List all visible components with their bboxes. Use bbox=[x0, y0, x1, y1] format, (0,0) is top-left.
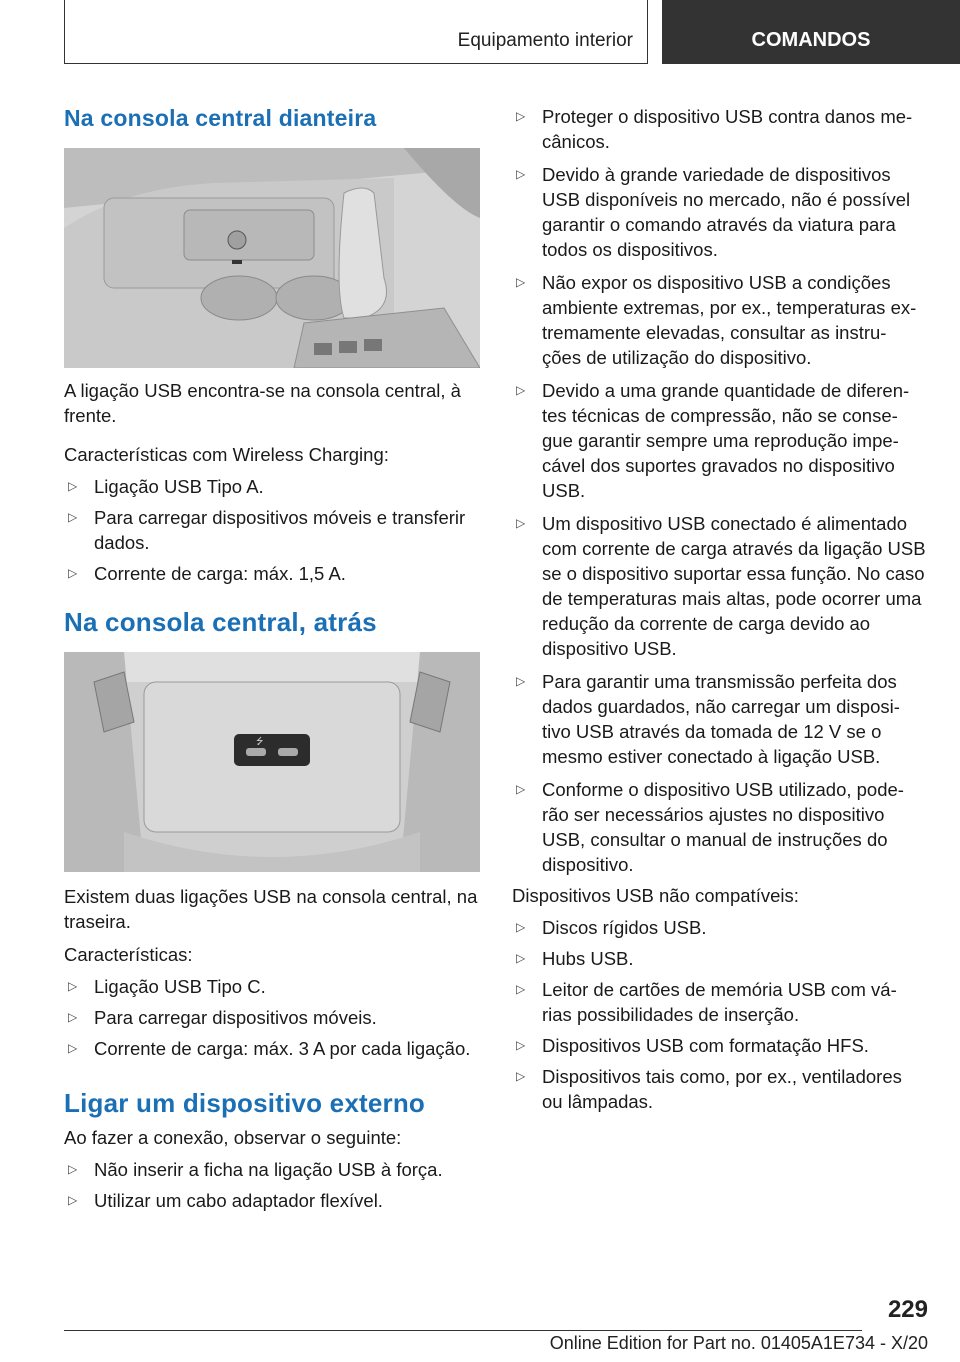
footer-divider bbox=[64, 1330, 862, 1331]
list-item: ▷ Devido a uma grande quantidade de diferen‐ tes técnicas de compressão, não se conse‐ gue garantir sempre uma reprodução impe‐ cável dos suportes gravados no dispositivo USB. bbox=[516, 380, 910, 501]
list-item: ▷ Leitor de cartões de memória USB com vá‐ rias possibilidades de inserção. bbox=[516, 979, 897, 1025]
connect-intro: Ao fazer a conexão, observar o seguinte: bbox=[64, 1127, 402, 1148]
rear-features-list bbox=[64, 974, 480, 1061]
bullet-triangle-icon: ▷ bbox=[516, 516, 526, 530]
rear-console-illustration bbox=[64, 652, 480, 872]
rear-features-label: Características: bbox=[64, 944, 193, 965]
front-features-label: Características com Wireless Charging: bbox=[64, 444, 389, 465]
list-item: ▷ Ligação USB Tipo A. bbox=[68, 476, 264, 497]
list-item: ▷ Utilizar um cabo adaptador flexível. bbox=[68, 1190, 383, 1211]
bullet-triangle-icon: ▷ bbox=[516, 674, 526, 688]
bullet-triangle-icon: ▷ bbox=[68, 566, 78, 580]
bullet-triangle-icon: ▷ bbox=[516, 1069, 526, 1083]
page-number: 229 bbox=[887, 1296, 928, 1323]
front-features-list bbox=[64, 474, 480, 586]
list-item: ▷ Para carregar dispositivos móveis e transferir dados. bbox=[68, 507, 466, 553]
header-chapter-tab bbox=[662, 0, 960, 64]
bullet-triangle-icon: ▷ bbox=[516, 167, 526, 181]
bullet-triangle-icon: ▷ bbox=[516, 1038, 526, 1052]
rear-console-caption: Existem duas ligações USB na consola central, na traseira. bbox=[64, 886, 478, 932]
list-item: ▷ Ligação USB Tipo C. bbox=[68, 976, 266, 997]
list-item: ▷ Um dispositivo USB conectado é alimentado com corrente de carga através da ligação USB se o dispositivo suportar essa função. No caso de temperaturas mais altas, pode ocorrer uma redução da corrente de carga devido ao dispositivo USB. bbox=[516, 513, 926, 659]
section-title-front-console: Na consola central dianteira bbox=[64, 105, 377, 131]
list-item: ▷ Conforme o dispositivo USB utilizado, pode‐ rão ser necessários ajustes no dispositivo USB, consultar o manual de instruções do dispositivo. bbox=[516, 779, 904, 875]
list-item: ▷ Para garantir uma transmissão perfeita dos dados guardados, não carregar um disposi‐ tivo USB através da tomada de 12 V se o mesmo estiver conectado à ligação USB. bbox=[516, 671, 900, 767]
list-item: ▷ Para carregar dispositivos móveis. bbox=[68, 1007, 377, 1028]
incompatible-label: Dispositivos USB não compatíveis: bbox=[512, 885, 799, 906]
bullet-triangle-icon: ▷ bbox=[68, 1162, 78, 1176]
header-subtitle: Equipamento interior bbox=[457, 30, 633, 51]
list-item: ▷ Dispositivos tais como, por ex., ventiladores ou lâmpadas. bbox=[516, 1066, 902, 1112]
bullet-triangle-icon: ▷ bbox=[516, 951, 526, 965]
list-item: ▷ Proteger o dispositivo USB contra danos me‐ cânicos. bbox=[516, 106, 913, 152]
bullet-triangle-icon: ▷ bbox=[68, 479, 78, 493]
bullet-triangle-icon: ▷ bbox=[516, 275, 526, 289]
list-item: ▷ Dispositivos USB com formatação HFS. bbox=[516, 1035, 869, 1056]
bullet-triangle-icon: ▷ bbox=[516, 782, 526, 796]
list-item: ▷ Não expor os dispositivo USB a condições ambiente extremas, por ex., temperaturas ex‐ tremamente elevadas, consultar as instru‐ ções de utilização do dispositivo. bbox=[516, 272, 917, 368]
bullet-triangle-icon: ▷ bbox=[68, 1041, 78, 1055]
section-title-connect-device: Ligar um dispositivo externo bbox=[64, 1088, 425, 1118]
bullet-triangle-icon: ▷ bbox=[68, 1193, 78, 1207]
svg-text:⭍: ⭍ bbox=[256, 737, 264, 747]
footer-edition: Online Edition for Part no. 01405A1E734 - X/20 bbox=[549, 1333, 928, 1353]
section-title-rear-console: Na consola central, atrás bbox=[64, 607, 377, 637]
bullet-triangle-icon: ▷ bbox=[68, 979, 78, 993]
list-item: ▷ Discos rígidos USB. bbox=[516, 917, 707, 938]
connect-list bbox=[64, 1157, 480, 1213]
front-console-illustration bbox=[64, 148, 480, 368]
left-column bbox=[64, 98, 480, 1213]
list-item: ▷ Devido à grande variedade de dispositivos USB disponíveis no mercado, não é possível garantir o comando através da viatura para todos os dispositivos. bbox=[516, 164, 911, 260]
right-column bbox=[512, 104, 927, 1114]
bullet-triangle-icon: ▷ bbox=[516, 920, 526, 934]
bullet-triangle-icon: ▷ bbox=[516, 982, 526, 996]
bullet-triangle-icon: ▷ bbox=[516, 109, 526, 123]
list-item: ▷ Corrente de carga: máx. 1,5 A. bbox=[68, 563, 346, 584]
bullet-triangle-icon: ▷ bbox=[68, 510, 78, 524]
incompatible-list bbox=[512, 915, 927, 1114]
header-chapter-label: COMANDOS bbox=[751, 28, 871, 51]
list-item: ▷ Corrente de carga: máx. 3 A por cada ligação. bbox=[68, 1038, 471, 1059]
usb-precautions-list bbox=[512, 104, 927, 877]
list-item: ▷ Não inserir a ficha na ligação USB à força. bbox=[68, 1159, 443, 1180]
header-box bbox=[64, 0, 648, 64]
front-console-caption: A ligação USB encontra-se na consola central, à frente. bbox=[64, 380, 461, 426]
list-item: ▷ Hubs USB. bbox=[516, 948, 634, 969]
bullet-triangle-icon: ▷ bbox=[516, 383, 526, 397]
bullet-triangle-icon: ▷ bbox=[68, 1010, 78, 1024]
